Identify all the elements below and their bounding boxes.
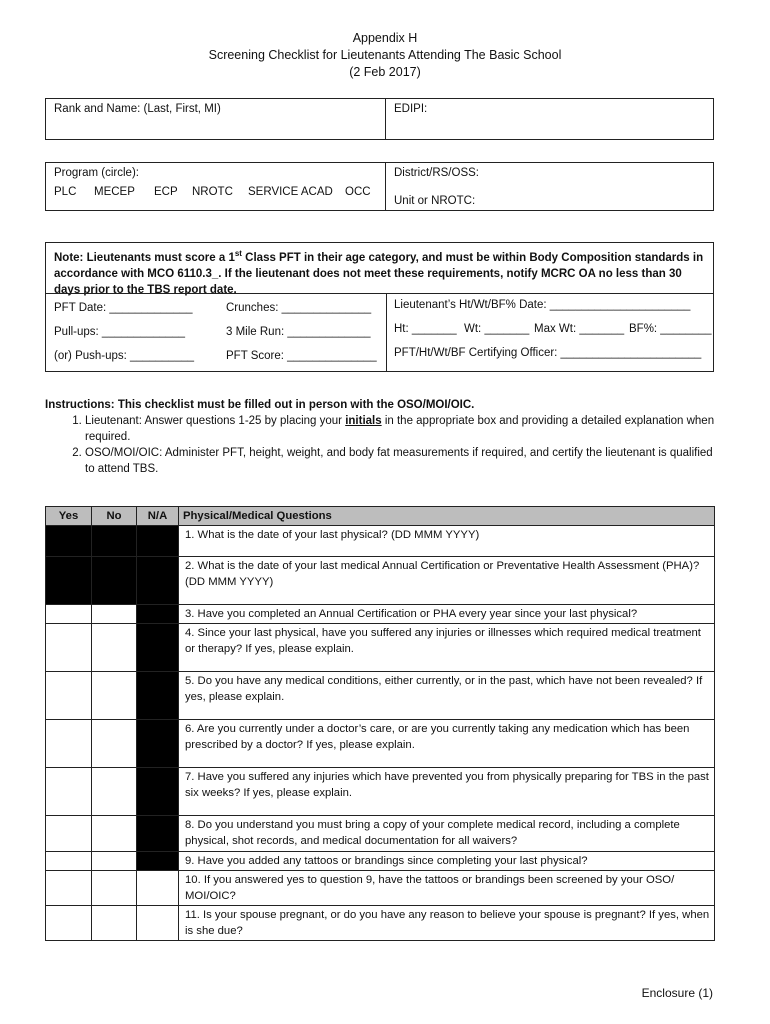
instruction-1-text-a: Lieutenant: Answer questions 1-25 by placing your xyxy=(85,415,346,427)
height-field[interactable]: Ht: _______ xyxy=(394,323,457,335)
program-option-service-acad[interactable]: SERVICE ACAD xyxy=(248,186,333,198)
yes-cell[interactable] xyxy=(46,624,92,672)
document-header xyxy=(0,30,770,81)
instructions-heading: Instructions: This checklist must be filled out in person with the OSO/MOI/OIC. xyxy=(45,399,475,411)
na-cell[interactable] xyxy=(137,871,179,906)
program-field xyxy=(46,163,386,210)
table-row xyxy=(46,906,715,941)
question-6[interactable]: 6. Are you currently under a doctor’s care, or are you currently taking any medication which has been prescribed by a doctor? If yes, please explain. xyxy=(179,720,715,768)
yes-cell[interactable] xyxy=(46,906,92,941)
program-option-mecep[interactable]: MECEP xyxy=(94,186,135,198)
no-column-header: No xyxy=(92,507,137,526)
table-row xyxy=(46,672,715,720)
instructions-list xyxy=(85,413,725,477)
table-row xyxy=(46,768,715,816)
no-cell[interactable] xyxy=(92,906,137,941)
question-10[interactable]: 10. If you answered yes to question 9, have the tattoos or brandings been screened by your OSO/ MOI/OIC? xyxy=(179,871,715,906)
no-cell[interactable] xyxy=(92,605,137,624)
pft-date-field[interactable]: PFT Date: _____________ xyxy=(54,302,193,314)
yes-cell[interactable] xyxy=(46,768,92,816)
yes-cell[interactable] xyxy=(46,816,92,852)
pushups-field[interactable]: (or) Push-ups: __________ xyxy=(54,350,195,362)
table-header-row xyxy=(46,507,715,526)
no-cell[interactable] xyxy=(92,672,137,720)
instructions xyxy=(45,397,725,477)
program-option-ecp[interactable]: ECP xyxy=(154,186,178,198)
blocked-cell xyxy=(137,768,179,816)
blocked-cell xyxy=(92,526,137,557)
pft-note xyxy=(54,246,704,298)
na-cell[interactable] xyxy=(137,906,179,941)
instruction-1-initials: initials xyxy=(345,415,382,427)
blocked-cell xyxy=(46,557,92,605)
checklist-date: (2 Feb 2017) xyxy=(349,65,421,79)
no-cell[interactable] xyxy=(92,720,137,768)
weight-field[interactable]: Wt: _______ xyxy=(464,323,530,335)
yes-cell[interactable] xyxy=(46,871,92,906)
program-option-occ[interactable]: OCC xyxy=(345,186,371,198)
blocked-cell xyxy=(137,624,179,672)
table-row xyxy=(46,720,715,768)
program-option-plc[interactable]: PLC xyxy=(54,186,77,198)
crunches-field[interactable]: Crunches: ______________ xyxy=(226,302,372,314)
table-row xyxy=(46,852,715,871)
blocked-cell xyxy=(137,672,179,720)
blocked-cell xyxy=(137,852,179,871)
question-3[interactable]: 3. Have you completed an Annual Certification or PHA every year since your last physical? xyxy=(179,605,715,624)
rank-name-field[interactable] xyxy=(46,99,386,139)
no-cell[interactable] xyxy=(92,852,137,871)
blocked-cell xyxy=(137,816,179,852)
note-superscript: st xyxy=(234,249,242,258)
blocked-cell xyxy=(137,526,179,557)
instruction-item-lieutenant xyxy=(85,413,725,445)
program-option-nrotc[interactable]: NROTC xyxy=(192,186,233,198)
district-label: District/RS/OSS: xyxy=(394,167,479,179)
checklist-title: Screening Checklist for Lieutenants Attending The Basic School xyxy=(208,48,562,62)
yes-cell[interactable] xyxy=(46,720,92,768)
mile-run-field[interactable]: 3 Mile Run: _____________ xyxy=(226,326,371,338)
max-weight-field[interactable]: Max Wt: _______ xyxy=(534,323,625,335)
no-cell[interactable] xyxy=(92,624,137,672)
question-7[interactable]: 7. Have you suffered any injuries which have prevented you from physically preparing for TBS in the past six weeks? If yes, please explain. xyxy=(179,768,715,816)
question-9[interactable]: 9. Have you added any tattoos or brandings since completing your last physical? xyxy=(179,852,715,871)
appendix-title: Appendix H xyxy=(352,31,418,45)
question-4[interactable]: 4. Since your last physical, have you suffered any injuries or illnesses which required medical treatment or therapy? If yes, please explain. xyxy=(179,624,715,672)
htwt-date-field[interactable]: Lieutenant’s Ht/Wt/BF% Date: ______________________ xyxy=(394,299,691,311)
table-row xyxy=(46,557,715,605)
note-text-part1: Note: Lieutenants must score a 1 xyxy=(54,251,235,264)
edipi-label: EDIPI: xyxy=(394,103,428,115)
certifying-officer-field[interactable]: PFT/Ht/Wt/BF Certifying Officer: ______________________ xyxy=(394,347,702,359)
pft-note-box xyxy=(45,242,714,372)
blocked-cell xyxy=(92,557,137,605)
blocked-cell xyxy=(137,557,179,605)
question-8[interactable]: 8. Do you understand you must bring a copy of your complete medical record, including a complete physical, shot records, and medical documentation for all waivers? xyxy=(179,816,715,852)
unit-label: Unit or NROTC: xyxy=(394,195,476,207)
program-box xyxy=(45,162,714,211)
question-1[interactable]: 1. What is the date of your last physical? (DD MMM YYYY) xyxy=(179,526,715,557)
table-row xyxy=(46,816,715,852)
rank-name-label: Rank and Name: (Last, First, MI) xyxy=(54,103,221,115)
note-divider xyxy=(46,293,713,294)
table-row xyxy=(46,526,715,557)
note-text-part2: Class PFT in their age category, and must be within Body Composition standards in accordance with MCO 6110.3_. If the lieutenant does not meet these requirements, notify MCRC OA no less than 30 days prior to the TBS report date. xyxy=(54,251,704,296)
no-cell[interactable] xyxy=(92,816,137,852)
rank-edipi-box xyxy=(45,98,714,140)
question-2[interactable]: 2. What is the date of your last medical Annual Certification or Preventative Health Assessment (PHA)? (DD MMM YYYY) xyxy=(179,557,715,605)
yes-cell[interactable] xyxy=(46,605,92,624)
question-11[interactable]: 11. Is your spouse pregnant, or do you have any reason to believe your spouse is pregnant? If yes, when is she due? xyxy=(179,906,715,941)
enclosure-label: Enclosure (1) xyxy=(641,986,713,1000)
table-row xyxy=(46,624,715,672)
blocked-cell xyxy=(46,526,92,557)
yes-cell[interactable] xyxy=(46,672,92,720)
no-cell[interactable] xyxy=(92,871,137,906)
yes-column-header: Yes xyxy=(46,507,92,526)
no-cell[interactable] xyxy=(92,768,137,816)
blocked-cell xyxy=(137,605,179,624)
body-fat-field[interactable]: BF%: ________ xyxy=(629,323,712,335)
yes-cell[interactable] xyxy=(46,852,92,871)
na-column-header: N/A xyxy=(137,507,179,526)
table-row xyxy=(46,605,715,624)
question-5[interactable]: 5. Do you have any medical conditions, either currently, or in the past, which have not been revealed? If yes, please explain. xyxy=(179,672,715,720)
table-row xyxy=(46,871,715,906)
blocked-cell xyxy=(137,720,179,768)
instruction-item-oso: 2. OSO/MOI/OIC: Administer PFT, height, weight, and body fat measurements if required, and certify the lieutenant is qualified to attend TBS. xyxy=(85,445,725,477)
program-label: Program (circle): xyxy=(54,167,139,179)
pft-column-divider xyxy=(386,293,387,372)
pft-score-field[interactable]: PFT Score: ______________ xyxy=(226,350,377,362)
questions-table xyxy=(45,506,715,941)
pullups-field[interactable]: Pull-ups: _____________ xyxy=(54,326,186,338)
instruction-1-text-b: in the appropriate box and providing a detailed explanation when required. xyxy=(85,415,715,443)
questions-column-header: Physical/Medical Questions xyxy=(179,507,715,526)
